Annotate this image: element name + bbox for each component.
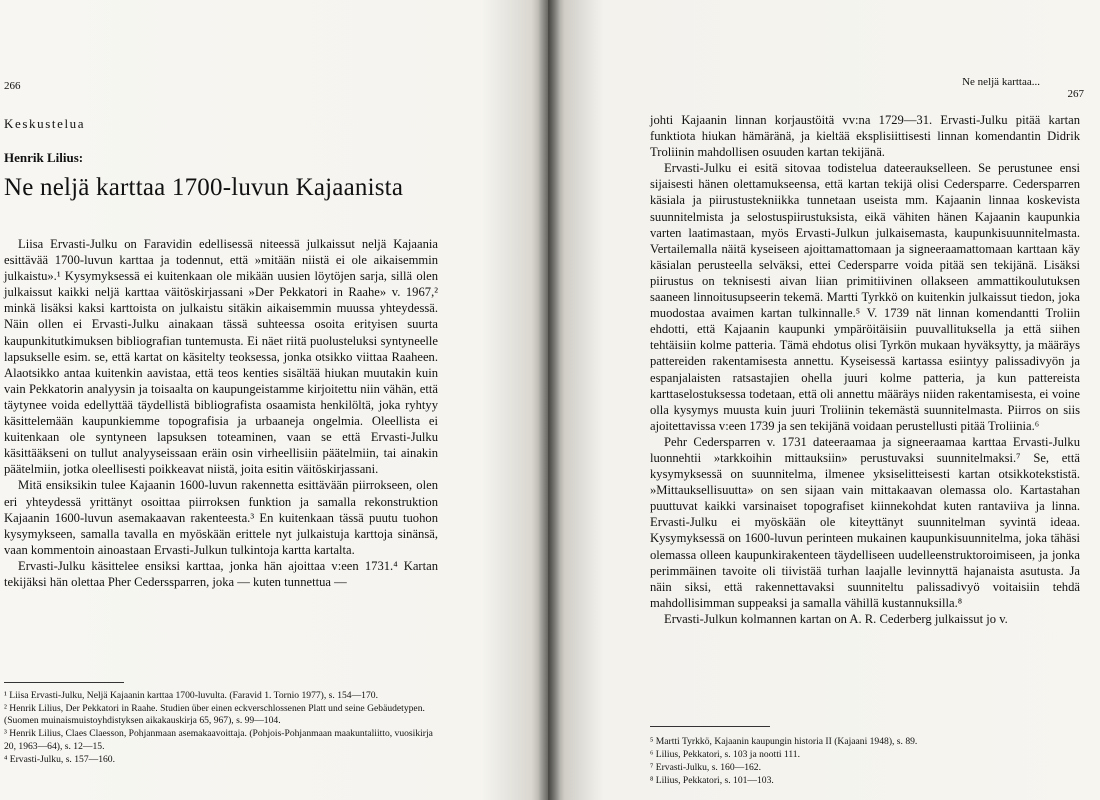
footnotes bbox=[4, 690, 440, 766]
section-heading: Keskustelua bbox=[4, 116, 86, 131]
right-page bbox=[548, 0, 1100, 800]
paragraph: Ervasti-Julku käsittelee ensiksi karttaa, jonka hän ajoittaa v:een 1731.⁴ Kartan tekijäksi hän olettaa Pher Cederssparren, joka — kuten tunnettua — bbox=[4, 558, 438, 589]
footnote: ¹ Liisa Ervasti-Julku, Neljä Kajaanin karttaa 1700-luvulta. (Faravid 1. Tornio 1977), s. 154—170. bbox=[4, 690, 378, 701]
article-title: Ne neljä karttaa 1700-luvun Kajaanista bbox=[4, 174, 404, 201]
footnote-rule bbox=[4, 682, 124, 683]
page-number: 266 bbox=[4, 80, 21, 92]
footnote: ⁵ Martti Tyrkkö, Kajaanin kaupungin historia II (Kajaani 1948), s. 89. bbox=[650, 736, 918, 747]
paragraph: Ervasti-Julku ei esitä sitovaa todistelua dateeraukselleen. Se perustunee ensi sijaisesti hänen olettamukseensa, että kartan tekijä olisi Cedersparre. Cedersparren käsiala ja piirustustekniikka tunnetaan useista mm. Kajaanin linnaa koskevista suunnitelmista ja selostuspiirustuksista, eikä vähiten hänen Kajaanin kaupunkia varten laatimastaan, myös Ervasti-Julkun julkaisemasta, kaupunkisuunnitelmasta. Vertailemalla näitä kyseiseen ajoittamattomaan ja signeeraamattomaan karttaan käy käsialan perusteella selväksi, ettei Cedersparre voida pitää sen tekijänä. Lisäksi piirustus on teknisesti aivan liian primitiivinen ollakseen ammattikoulutuksen saaneen linnoitusupseerin tekemä. Martti Tyrkkö on kuitenkin julkaissut tiedon, joka muodostaa avaimen kartan tulkinnalle.⁵ V. 1739 nät linnan komendantti Troliin ehdotti, että Kajaanin kaupunki ympäröitäisiin puuvallituksella ja että siihen tehtäisiin kolme patteria. Tämä ehdotus olisi Tyrkön mukaan hyväksytty, ja määräys pattereiden rakentamisesta annettu. Kyseisessä kartassa esiintyy palissadivyön ja espanjalaisten ratsastajien ohella juuri kolme patteria, ja kun pattereista karttaselostuksessa todetaan, että oli annettu määräys niiden rakentamisesta, ei voine olla kysymys muusta kuin juuri Troliinin tekemästä suunnitelmasta. Piirros on siis ajoitettavissa v:een 1739 ja sen tekijänä voidaan perustellusti pitää Troliinia.⁶ bbox=[650, 161, 1080, 433]
paragraph: Pehr Cedersparren v. 1731 dateeraamaa ja signeeraamaa karttaa Ervasti-Julku luonnehtii »tarkkoihin mittauksiin» perustuvaksi suunnitelmaksi.⁷ Se, että kysymyksessä on suunnitelma, ilmenee yksiselitteisesti kartan otsikkotekstistä. »Mittauksellisuutta» on sen sijaan vain mittakaavan olemassa olo. Kartastahan puuttuvat kaikki varsinaiset topografiset kiinnekohdat kuten rantaviiva ja linna. Ervasti-Julku ei myöskään ole kiteyttänyt suunnitelman syvintä ideaa. Kysymyksessä on 1600-luvun perinteen mukainen kaupunkisuunnitelma, joka tähäsi olemassa olleen kaupunkirakenteen täydelliseen uudelleenstruktoroimiseen, ja jonka perimmäinen tavoite oli tiivistää turhan laajalle levinnyttä hajanaista asutusta. Ja näin siksi, että rakennettavaksi suunniteltu palissadivyö voitaisiin tehdä mahdollisimman suppeaksi ja samalla vähillä kustannuksilla.⁸ bbox=[650, 434, 1080, 610]
paragraph: Liisa Ervasti-Julku on Faravidin edellisessä niteessä julkaissut neljä Kajaania esittävää 1700-luvun karttaa ja todennut, että »mitään niistä ei ole aikaisemmin julkaistu».¹ Kysymyksessä ei kuitenkaan ole mikään uusien löytöjen sarja, sillä olen julkaissut kaikki neljä karttaa väitöskirjassani »Der Pekkatori in Raahe» v. 1967,² minkä lisäksi kaksi karttoista on julkaistu sitäkin aikaisemmin muussa yhteydessä. Näin ollen ei Ervasti-Julku ainakaan tässä suhteessa osoita erityisen suurta kaupunkitutkimuksen bibliografian tuntemusta. Ei näet riitä puolusteluksi syntyneelle lapsukselle esim. se, että kartat on käsitelty teoksessa, jonka otsikko viittaa Raaheen. Alaotsikko antaa kuitenkin aavistaa, että teos kenties sisältää hiukan muutakin kuin vain Pekkatorin analyysin ja toisaalta on kaupungeistamme kirjoitettu niin vähän, että täytynee voida edellyttää täydellistä bibliografista osaamista henkilöltä, joka ryhtyy käsittelemään kaupunkiemme topografisia ja urbaaneja ongelmia. Oleellista ei kuitenkaan ole syntyneen lapsuksen toteaminen, vaan se että Ervasti-Julku käsittääkseni on tullut analyyseissaan eräin osin virheellisiin päätelmiin, tai ainakin päätelmiin, jotka oleellisesti poikkeavat niistä, joita esitin väitöskirjassani. bbox=[4, 237, 438, 477]
running-head: Ne neljä karttaa... bbox=[962, 76, 1040, 88]
book-gutter bbox=[538, 0, 560, 800]
paragraph: Mitä ensiksikin tulee Kajaanin 1600-luvun rakennetta esittävään piirrokseen, olen eri yhteydessä yrittänyt osoittaa piirroksen funktion ja samalla rekonstruktion Kajaanin 1600-luvun asemakaavan rakenteesta.³ En kuitenkaan tässä puutu tuohon kysymykseen, samalla tavalla en myöskään erittele nyt julkaistuja karttoja sinänsä, vaan kommentoin ainoastaan Ervasti-Julkun tulkintoja kartta kartalta. bbox=[4, 478, 438, 557]
page-number: 267 bbox=[1067, 88, 1084, 100]
footnote: ⁸ Lilius, Pekkatori, s. 101—103. bbox=[650, 774, 774, 786]
body-text bbox=[650, 112, 1080, 627]
footnote: ⁶ Lilius, Pekkatori, s. 103 ja nootti 111. bbox=[650, 748, 800, 760]
paragraph: Ervasti-Julkun kolmannen kartan on A. R. Cederberg julkaissut jo v. bbox=[664, 611, 1008, 626]
left-page bbox=[0, 0, 548, 800]
body-text bbox=[4, 236, 438, 590]
footnote: ² Henrik Lilius, Der Pekkatori in Raahe. Studien über einen eckverschlossenen Platt und seine Gebäudetypen. (Suomen muinaismuistoyhdistyksen aikakauskirja 65, 967), s. 99—104. bbox=[4, 702, 425, 727]
footnote: ³ Henrik Lilius, Claes Claesson, Pohjanmaan asemakaavoittaja. (Pohjois-Pohjanmaan maakuntaliitto, vuosikirja 20, 1963—64), s. 12—15. bbox=[4, 728, 433, 752]
footnote-rule bbox=[650, 726, 770, 727]
footnotes bbox=[650, 736, 1080, 788]
footnote: ⁷ Ervasti-Julku, s. 160—162. bbox=[650, 761, 762, 773]
footnote: ⁴ Ervasti-Julku, s. 157—160. bbox=[4, 753, 116, 765]
author-name: Henrik Lilius: bbox=[4, 150, 84, 165]
paragraph: johti Kajaanin linnan korjaustöitä vv:na 1729—31. Ervasti-Julku pitää kartan funktiota hiukan hämäränä, ja kieltää eksplisiittisesti linnan komendantin Didrik Troliinin mahdollisen osuuden kartan tekijänä. bbox=[650, 113, 1080, 160]
